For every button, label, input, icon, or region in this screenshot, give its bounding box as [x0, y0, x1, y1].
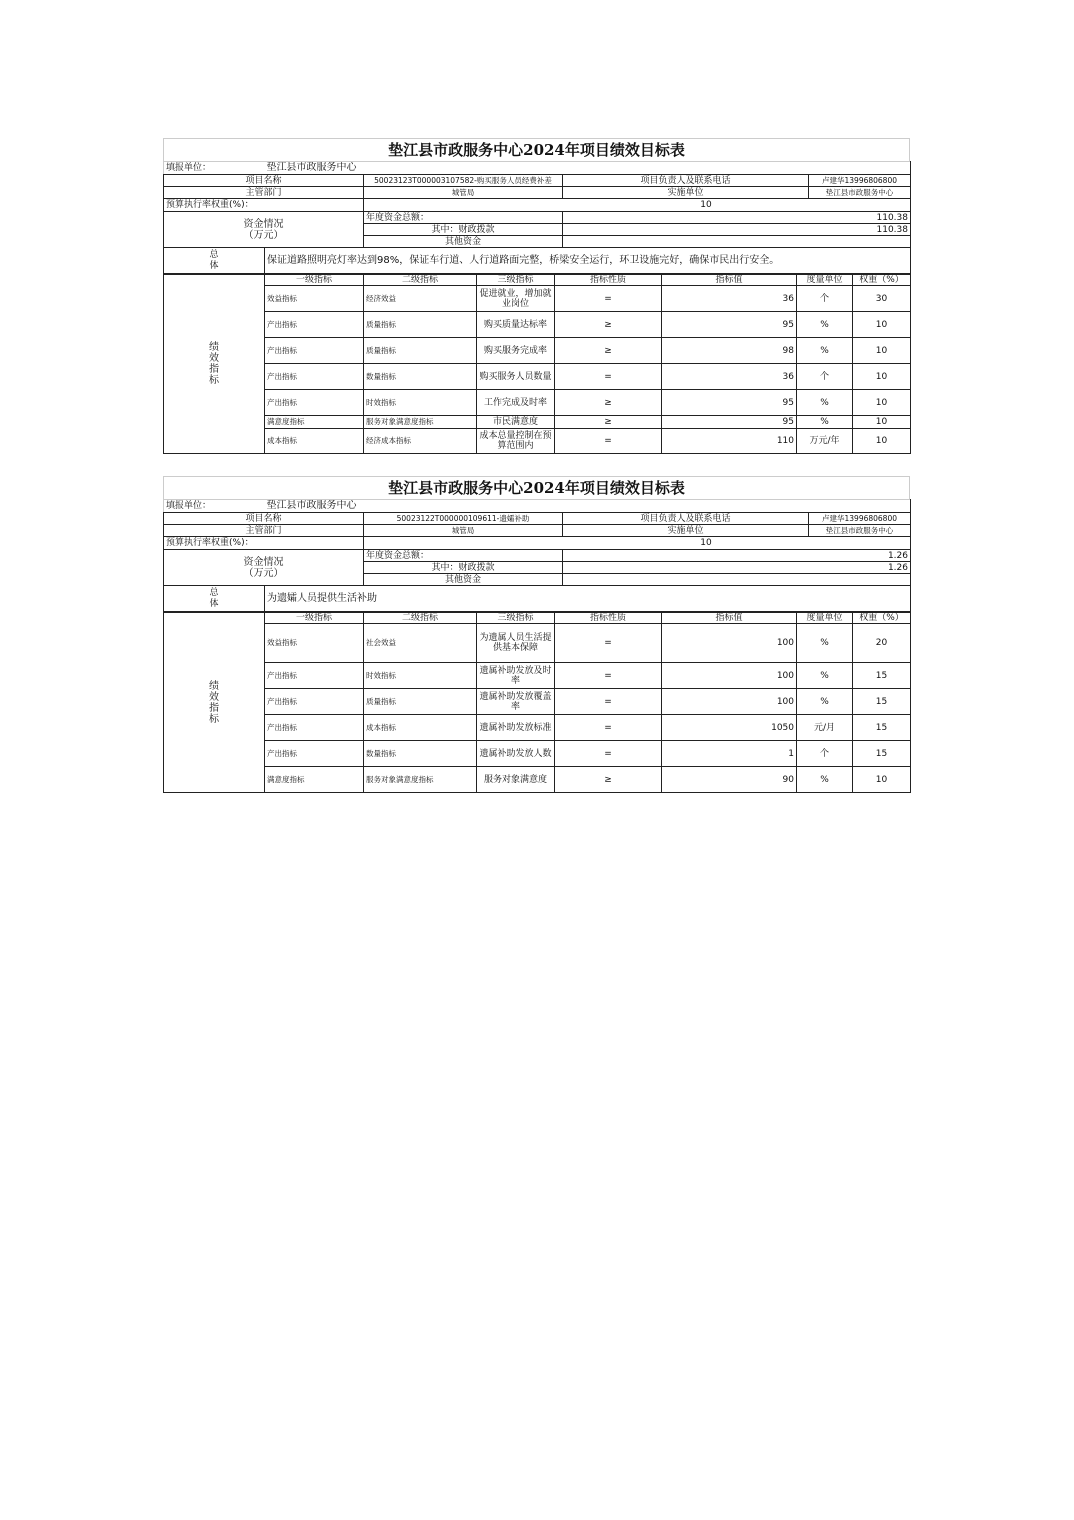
indicator-nature: =: [555, 689, 662, 715]
unit-label: 填报单位：: [164, 162, 265, 175]
indicator-l3: 促进就业，增加就业岗位: [477, 286, 555, 312]
indicator-l1: 产出指标: [265, 390, 364, 416]
indicator-value: 110: [662, 429, 797, 454]
indicator-weight: 15: [853, 663, 911, 689]
indicator-l1: 产出指标: [265, 338, 364, 364]
indicator-l2: 时效指标: [364, 663, 477, 689]
indicator-l3: 遗属补助发放标准: [477, 715, 555, 741]
project-name-label: 项目名称: [164, 513, 364, 525]
indicator-unit: %: [797, 390, 853, 416]
indicator-unit: 元/月: [797, 715, 853, 741]
indicator-l1: 效益指标: [265, 286, 364, 312]
indicator-l3: 成本总量控制在预算范围内: [477, 429, 555, 454]
indicator-unit: 个: [797, 286, 853, 312]
indicator-l3: 工作完成及时率: [477, 390, 555, 416]
indicator-l3: 遗属补助发放人数: [477, 741, 555, 767]
indicator-l1: 产出指标: [265, 312, 364, 338]
indicator-unit: %: [797, 689, 853, 715]
contact-label: 项目负责人及联系电话: [563, 175, 809, 187]
table-row: [164, 663, 911, 689]
indicator-l2: 服务对象满意度指标: [364, 416, 477, 429]
other-funds-label: 其他资金: [364, 574, 563, 586]
indicator-l2: 社会效益: [364, 624, 477, 663]
indicator-weight: 10: [853, 416, 911, 429]
impl-label: 实施单位: [563, 187, 809, 199]
impl-value: 垫江县市政服务中心: [809, 525, 911, 537]
contact-label: 项目负责人及联系电话: [563, 513, 809, 525]
annual-total-label: 年度资金总额：: [364, 212, 563, 224]
indicator-value: 1050: [662, 715, 797, 741]
table-row: [164, 715, 911, 741]
indicator-value: 100: [662, 689, 797, 715]
table-row: [164, 416, 911, 429]
fiscal-value: 1.26: [563, 562, 911, 574]
header-info-table: [163, 161, 911, 274]
indicator-nature: ≥: [555, 416, 662, 429]
budget-value: 10: [364, 537, 911, 550]
indicator-weight: 15: [853, 741, 911, 767]
indicator-l2: 数量指标: [364, 741, 477, 767]
other-funds-value: [563, 574, 911, 586]
overall-goal: 为遗孀人员提供生活补助: [265, 586, 911, 612]
indicator-l2: 经济成本指标: [364, 429, 477, 454]
indicator-l1: 产出指标: [265, 715, 364, 741]
indicator-l2: 数量指标: [364, 364, 477, 390]
indicator-l1: 产出指标: [265, 663, 364, 689]
budget-label: 预算执行率权重(%)：: [164, 199, 364, 212]
indicator-table: [163, 612, 911, 793]
indicator-nature: =: [555, 715, 662, 741]
table-title: 垫江县市政服务中心2024年项目绩效目标表: [163, 476, 910, 499]
indicator-weight: 10: [853, 390, 911, 416]
indicator-nature: ≥: [555, 767, 662, 793]
indicator-l2: 成本指标: [364, 715, 477, 741]
indicator-weight: 10: [853, 767, 911, 793]
perf-label: 绩 效 指 标: [164, 613, 265, 793]
unit-value: 垫江县市政服务中心: [265, 162, 911, 175]
indicator-value: 1: [662, 741, 797, 767]
indicator-value: 95: [662, 390, 797, 416]
indicator-value: 36: [662, 364, 797, 390]
indicator-nature: ≥: [555, 312, 662, 338]
header-weight: 权重（%）: [853, 275, 911, 286]
impl-label: 实施单位: [563, 525, 809, 537]
table-row: [164, 286, 911, 312]
header-l2: 二级指标: [364, 275, 477, 286]
indicator-weight: 15: [853, 715, 911, 741]
table-title: 垫江县市政服务中心2024年项目绩效目标表: [163, 138, 910, 161]
header-unit: 度量单位: [797, 275, 853, 286]
table-row: [164, 429, 911, 454]
indicator-value: 100: [662, 624, 797, 663]
indicator-unit: %: [797, 338, 853, 364]
indicator-nature: ≥: [555, 338, 662, 364]
indicator-l1: 满意度指标: [265, 416, 364, 429]
header-l2: 二级指标: [364, 613, 477, 624]
indicator-value: 100: [662, 663, 797, 689]
indicator-table: [163, 274, 911, 454]
budget-value: 10: [364, 199, 911, 212]
indicator-nature: =: [555, 741, 662, 767]
table-row: [164, 312, 911, 338]
annual-total-value: 110.38: [563, 212, 911, 224]
indicator-unit: %: [797, 767, 853, 793]
indicator-l1: 产出指标: [265, 364, 364, 390]
unit-value: 垫江县市政服务中心: [265, 500, 911, 513]
perf-label: 绩 效 指 标: [164, 275, 265, 454]
header-info-table: [163, 499, 911, 612]
indicator-l2: 质量指标: [364, 338, 477, 364]
indicator-unit: 个: [797, 364, 853, 390]
header-unit: 度量单位: [797, 613, 853, 624]
performance-table-2: [163, 476, 910, 793]
indicator-weight: 10: [853, 429, 911, 454]
indicator-l3: 购买质量达标率: [477, 312, 555, 338]
table-row: [164, 364, 911, 390]
indicator-weight: 10: [853, 338, 911, 364]
budget-label: 预算执行率权重(%)：: [164, 537, 364, 550]
overall-label: 总 体: [164, 248, 265, 274]
overall-goal: 保证道路照明亮灯率达到98%，保证车行道、人行道路面完整，桥梁安全运行，环卫设施完好，确保市民出行安全。: [265, 248, 911, 274]
indicator-unit: 个: [797, 741, 853, 767]
indicator-value: 98: [662, 338, 797, 364]
indicator-value: 95: [662, 416, 797, 429]
table-row: [164, 338, 911, 364]
annual-total-value: 1.26: [563, 550, 911, 562]
table-row: [164, 689, 911, 715]
table-row: [164, 390, 911, 416]
indicator-l3: 遗属补助发放及时率: [477, 663, 555, 689]
fiscal-label: 其中：财政拨款: [364, 562, 563, 574]
indicator-nature: =: [555, 429, 662, 454]
dept-value: 城管局: [364, 525, 563, 537]
header-l3: 三级指标: [477, 613, 555, 624]
indicator-nature: =: [555, 624, 662, 663]
indicator-weight: 15: [853, 689, 911, 715]
indicator-l1: 产出指标: [265, 689, 364, 715]
table-row: [164, 741, 911, 767]
project-name-value: 50023123T000003107582-购买服务人员经费补差: [364, 175, 563, 187]
fiscal-value: 110.38: [563, 224, 911, 236]
indicator-unit: 万元/年: [797, 429, 853, 454]
fiscal-label: 其中：财政拨款: [364, 224, 563, 236]
indicator-value: 36: [662, 286, 797, 312]
overall-label: 总 体: [164, 586, 265, 612]
dept-label: 主管部门: [164, 525, 364, 537]
indicator-l3: 遗属补助发放覆盖率: [477, 689, 555, 715]
indicator-l1: 满意度指标: [265, 767, 364, 793]
indicator-weight: 10: [853, 312, 911, 338]
header-l1: 一级指标: [265, 275, 364, 286]
indicator-l2: 质量指标: [364, 689, 477, 715]
unit-label: 填报单位：: [164, 500, 265, 513]
indicator-value: 90: [662, 767, 797, 793]
indicator-value: 95: [662, 312, 797, 338]
table-row: [164, 624, 911, 663]
indicator-l3: 购买服务人员数量: [477, 364, 555, 390]
indicator-l2: 服务对象满意度指标: [364, 767, 477, 793]
funds-label: 资金情况 （万元）: [164, 212, 364, 248]
indicator-nature: =: [555, 364, 662, 390]
indicator-weight: 30: [853, 286, 911, 312]
indicator-l1: 效益指标: [265, 624, 364, 663]
contact-value: 卢建华13996806800: [809, 175, 911, 187]
indicator-nature: ≥: [555, 390, 662, 416]
indicator-l1: 成本指标: [265, 429, 364, 454]
indicator-unit: %: [797, 624, 853, 663]
impl-value: 垫江县市政服务中心: [809, 187, 911, 199]
indicator-unit: %: [797, 663, 853, 689]
header-nature: 指标性质: [555, 613, 662, 624]
header-value: 指标值: [662, 275, 797, 286]
header-l3: 三级指标: [477, 275, 555, 286]
header-nature: 指标性质: [555, 275, 662, 286]
table-row: [164, 767, 911, 793]
indicator-l1: 产出指标: [265, 741, 364, 767]
header-weight: 权重（%）: [853, 613, 911, 624]
indicator-nature: =: [555, 663, 662, 689]
indicator-l2: 质量指标: [364, 312, 477, 338]
funds-label: 资金情况 （万元）: [164, 550, 364, 586]
indicator-weight: 20: [853, 624, 911, 663]
performance-table-1: [163, 138, 910, 454]
other-funds-value: [563, 236, 911, 248]
indicator-l2: 经济效益: [364, 286, 477, 312]
header-l1: 一级指标: [265, 613, 364, 624]
dept-value: 城管局: [364, 187, 563, 199]
project-name-value: 50023122T000000109611-遗孀补助: [364, 513, 563, 525]
annual-total-label: 年度资金总额：: [364, 550, 563, 562]
indicator-l3: 服务对象满意度: [477, 767, 555, 793]
indicator-l3: 市民满意度: [477, 416, 555, 429]
dept-label: 主管部门: [164, 187, 364, 199]
indicator-unit: %: [797, 312, 853, 338]
contact-value: 卢建华13996806800: [809, 513, 911, 525]
indicator-l3: 为遗属人员生活提供基本保障: [477, 624, 555, 663]
header-value: 指标值: [662, 613, 797, 624]
indicator-nature: =: [555, 286, 662, 312]
other-funds-label: 其他资金: [364, 236, 563, 248]
indicator-unit: %: [797, 416, 853, 429]
indicator-l2: 时效指标: [364, 390, 477, 416]
indicator-l3: 购买服务完成率: [477, 338, 555, 364]
indicator-weight: 10: [853, 364, 911, 390]
project-name-label: 项目名称: [164, 175, 364, 187]
